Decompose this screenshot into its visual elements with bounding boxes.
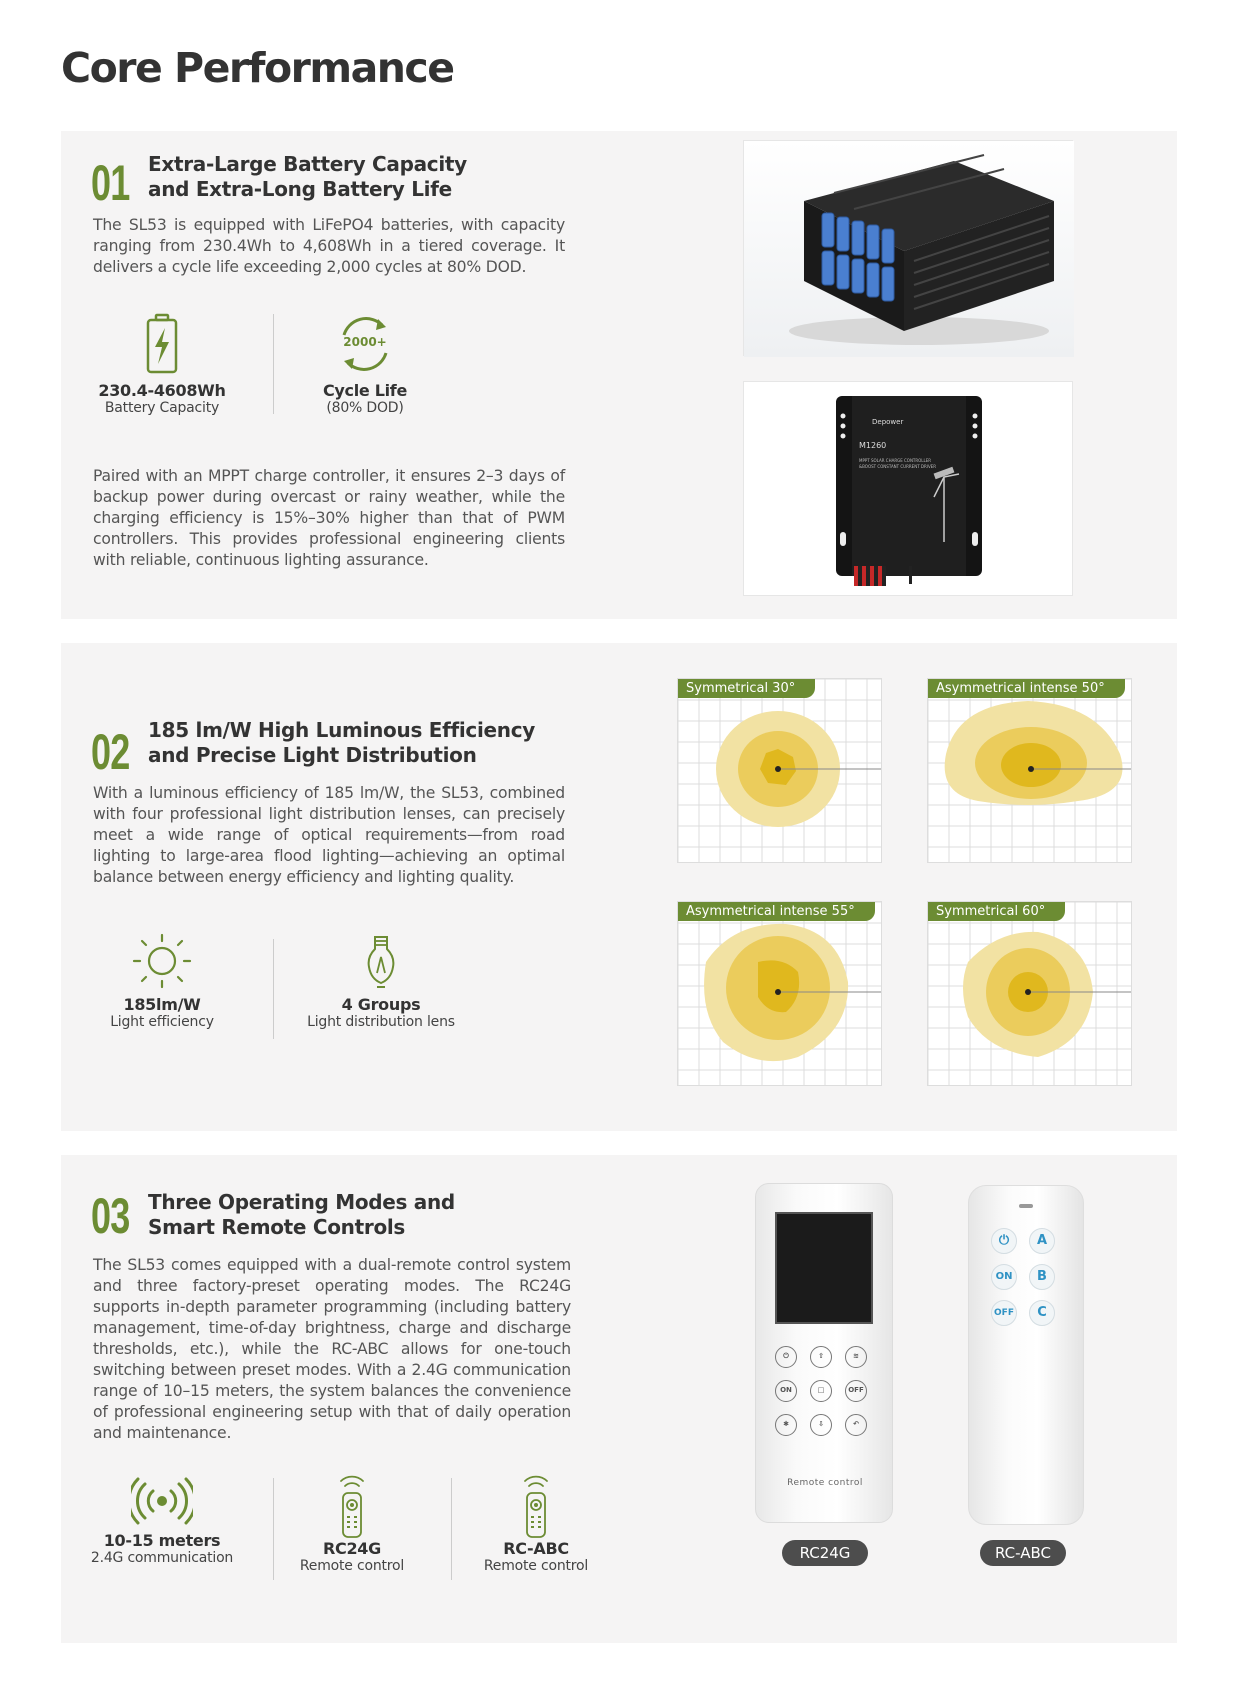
stat-value: Cycle Life [322, 381, 408, 400]
section-heading-line1: Extra-Large Battery Capacity [148, 152, 467, 176]
controller-desc-1: MPPT SOLAR CHARGE CONTROLLER [859, 458, 932, 463]
cycle-icon-text: 2000+ [343, 335, 387, 349]
power-icon: ⏻ [991, 1228, 1017, 1254]
remote-rcabc-icon [521, 1473, 551, 1539]
up-arrow-icon: ⇧ [810, 1346, 832, 1368]
stat-value: 230.4-4608Wh [98, 381, 226, 400]
stat-divider [273, 314, 274, 414]
power-icon: ⏻ [775, 1346, 797, 1368]
section-heading-line1: 185 lm/W High Luminous Efficiency [148, 718, 536, 742]
return-icon: ↶ [845, 1414, 867, 1436]
section-paragraph: The SL53 comes equipped with a dual-remote control system and three factory-preset operating modes. The RC24G supports in-depth parameter programming (including battery management, time-of-day brightness, charge and discharge thresholds, etc.), while the RC-ABC allows for one-touch switching between preset modes. With a 2.4G communication range of 10–15 meters, the system balances the convenience of professional engineering setup with that of daily operation and maintenance. [93, 1256, 571, 1442]
button-c: C [1029, 1300, 1055, 1326]
on-button-icon: ON [775, 1380, 797, 1402]
light-distribution-symmetrical-30 [677, 678, 882, 863]
section-heading-line2: and Precise Light Distribution [148, 743, 477, 767]
battery-charging-icon [142, 313, 182, 375]
remote-rc24g-icon [337, 1473, 367, 1539]
section-number: 02 [91, 724, 130, 780]
section-paragraph: With a luminous efficiency of 185 lm/W, the SL53, combined with four professional light distribution lenses, can precisely meet a wide range of optical requirements—from road lighting to large-area flood lighting—achieving an optimal balance between energy efficiency and lighting quality. [93, 784, 565, 886]
distribution-tag: Symmetrical 30° [678, 679, 815, 698]
controller-model: M1260 [859, 441, 887, 450]
off-button-icon: OFF [845, 1380, 867, 1402]
stat-label: Remote control [483, 1558, 589, 1574]
page-title: Core Performance [61, 44, 454, 92]
stat-label: Battery Capacity [104, 400, 220, 416]
section-paragraph: The SL53 is equipped with LiFePO4 batteries, with capacity ranging from 230.4Wh to 4,608Wh in a tiered coverage. It delivers a cycle life exceeding 2,000 cycles at 80% DOD. [93, 216, 565, 276]
stat-label: Light efficiency [110, 1014, 214, 1030]
stat-divider [273, 939, 274, 1039]
controller-desc-2: &BOOST CONSTANT CURRENT DRIVER [859, 464, 936, 469]
stat-label: 2.4G communication [90, 1550, 234, 1566]
button-b: B [1029, 1264, 1055, 1290]
distribution-tag: Asymmetrical intense 55° [678, 902, 875, 921]
controller-brand: Depower [872, 418, 904, 426]
off-button: OFF [991, 1300, 1017, 1326]
stat-label: (80% DOD) [326, 400, 404, 416]
stat-communication-range [77, 1477, 247, 1566]
down-arrow-icon: ⇩ [810, 1414, 832, 1436]
stat-light-efficiency [77, 933, 247, 1030]
wireless-signal-icon [131, 1477, 193, 1525]
stat-value: 4 Groups [341, 995, 421, 1014]
stat-value: RC-ABC [503, 1539, 569, 1558]
section-heading-line2: Smart Remote Controls [148, 1215, 406, 1239]
settings-icon: ✱ [775, 1414, 797, 1436]
stat-lens-groups [296, 933, 466, 1030]
rcabc-label: RC-ABC [980, 1540, 1066, 1566]
bulb-icon [361, 933, 401, 989]
charge-controller-image [743, 381, 1073, 596]
distribution-tag: Asymmetrical intense 50° [928, 679, 1125, 698]
rcabc-remote-image [968, 1185, 1084, 1525]
button-a: A [1029, 1228, 1055, 1254]
stat-value: 185lm/W [123, 995, 201, 1014]
light-distribution-symmetrical-60 [927, 901, 1132, 1086]
wifi-icon: ≋ [845, 1346, 867, 1368]
section-paragraph-2: Paired with an MPPT charge controller, it ensures 2–3 days of backup power during overcast or rainy weather, while the charging efficiency is 15%–30% higher than that of PWM controllers. This provides professional engineering clients with reliable, continuous lighting assurance. [93, 467, 565, 569]
stat-battery-capacity [77, 313, 247, 416]
stat-label: Remote control [299, 1558, 405, 1574]
section-heading-line1: Three Operating Modes and [148, 1190, 455, 1214]
section-luminous [61, 643, 1177, 1131]
sun-icon [131, 933, 193, 989]
stat-label: Light distribution lens [307, 1014, 455, 1030]
rc24g-label: RC24G [782, 1540, 868, 1566]
section-number: 03 [91, 1188, 130, 1244]
stat-value: 10-15 meters [103, 1531, 221, 1550]
battery-pack-image [743, 140, 1073, 356]
stat-value: RC24G [323, 1539, 381, 1558]
section-battery [61, 131, 1177, 619]
light-distribution-asym-55 [677, 901, 882, 1086]
remote-screen [775, 1212, 873, 1324]
remote-caption: Remote control [787, 1478, 863, 1488]
stat-rcabc [451, 1473, 621, 1574]
stat-rc24g [267, 1473, 437, 1574]
rc24g-remote-image [755, 1183, 893, 1523]
cycle-arrows-icon [334, 313, 396, 375]
distribution-tag: Symmetrical 60° [928, 902, 1065, 921]
section-number: 01 [91, 155, 130, 211]
on-button: ON [991, 1264, 1017, 1290]
square-icon: □ [810, 1380, 832, 1402]
light-distribution-asym-50 [927, 678, 1132, 863]
section-heading-line2: and Extra-Long Battery Life [148, 177, 452, 201]
stat-cycle-life [280, 313, 450, 416]
section-remote-control [61, 1155, 1177, 1643]
